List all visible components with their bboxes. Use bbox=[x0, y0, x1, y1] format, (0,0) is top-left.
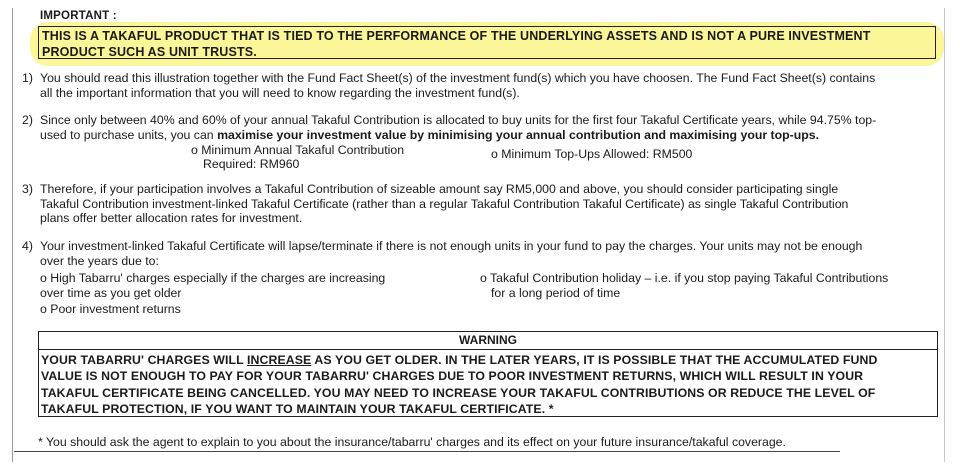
warning-line-1-end: AS YOU GET OLDER. IN THE LATER YEARS, IT IS POSSIBLE THAT THE ACCUMULATED FUND bbox=[311, 353, 878, 367]
item-2-line-2-text: used to purchase units, you can bbox=[40, 127, 218, 142]
bullet-high-tabarru-line-2: over time as you get older bbox=[40, 286, 182, 300]
important-notice-line-1: THIS IS A TAKAFUL PRODUCT THAT IS TIED TO THE PERFORMANCE OF THE UNDERLYING ASSETS AND IS NOT A PURE INVESTMENT bbox=[42, 29, 871, 43]
warning-title: WARNING bbox=[459, 333, 517, 347]
footnote-rule bbox=[14, 451, 840, 452]
warning-line-1-start: YOUR TABARRU' CHARGES WILL bbox=[41, 353, 248, 367]
item-1-line-1: You should read this illustration together with the Fund Fact Sheet(s) of the investment fund(s) which you have choosen. The Fund Fact Sheet(s) contains bbox=[40, 71, 876, 85]
item-3-line-1: Therefore, if your participation involves a Takaful Contribution of sizeable amount say RM5,000 and above, you should consider participating single bbox=[40, 182, 839, 196]
important-notice-line-2: PRODUCT SUCH AS UNIT TRUSTS. bbox=[42, 45, 257, 59]
item-1-line-2: all the important information that you will need to know regarding the investment fund(s). bbox=[40, 85, 520, 100]
min-contribution-label: o Minimum Annual Takaful Contribution bbox=[191, 143, 405, 157]
bullet-poor-returns: o Poor investment returns bbox=[40, 302, 181, 316]
item-3-line-2: Takaful Contribution investment-linked Takaful Certificate (rather than a regular Takaful Contribution Takaful Certificate) as single Takaful Contribution bbox=[40, 196, 849, 211]
bullet-contribution-holiday-line-2: for a long period of time bbox=[491, 286, 621, 300]
warning-box bbox=[38, 331, 938, 417]
left-margin-rule bbox=[12, 8, 13, 462]
important-notice-box bbox=[38, 26, 936, 59]
warning-line-3: TAKAFUL CERTIFICATE BEING CANCELLED. YOU MAY NEED TO INCREASE YOUR TAKAFUL CONTRIBUTIONS OR REDUCE THE LEVEL OF bbox=[41, 385, 876, 400]
item-number: 3) bbox=[22, 182, 33, 196]
warning-line-1 bbox=[41, 352, 877, 368]
item-4-line-1: Your investment-linked Takaful Certificate will lapse/terminate if there is not enough units in your fund to pay the charges. Your units may not be enough bbox=[40, 239, 863, 253]
bullet-high-tabarru-line-1: o High Tabarru' charges especially if the charges are increasing bbox=[40, 271, 386, 285]
warning-text bbox=[41, 352, 877, 417]
min-contribution-required: Required: RM960 bbox=[203, 157, 300, 171]
important-label: IMPORTANT : bbox=[40, 10, 117, 22]
item-number: 4) bbox=[22, 239, 33, 253]
item-number: 2) bbox=[22, 113, 33, 127]
item-2-line-2-emphasis: maximise your investment value by minimising your annual contribution and maximising your top-ups. bbox=[217, 127, 820, 142]
warning-increase-word: INCREASE bbox=[247, 353, 312, 367]
min-topups-label: o Minimum Top-Ups Allowed: RM500 bbox=[491, 147, 693, 161]
warning-line-2: VALUE IS NOT ENOUGH TO PAY FOR YOUR TABARRU' CHARGES DUE TO POOR INVESTMENT RETURNS, WHICH WILL RESULT IN YOUR bbox=[41, 369, 864, 384]
bullet-contribution-holiday-line-1: o Takaful Contribution holiday – i.e. if you stop paying Takaful Contributions bbox=[480, 271, 889, 285]
footnote: * You should ask the agent to explain to you about the insurance/tabarru' charges and its effect on your future insurance/takaful coverage. bbox=[38, 435, 786, 449]
item-number: 1) bbox=[22, 71, 33, 85]
item-3-line-3: plans offer better allocation rates for investment. bbox=[40, 211, 303, 225]
item-2-line-2 bbox=[40, 128, 876, 143]
warning-header bbox=[39, 332, 937, 350]
warning-line-4: TAKAFUL PROTECTION, IF YOU WANT TO MAINTAIN YOUR TAKAFUL CERTIFICATE. * bbox=[41, 401, 554, 416]
right-margin-rule bbox=[944, 8, 945, 462]
item-2-line-1: Since only between 40% and 60% of your annual Takaful Contribution is allocated to buy units for the first four Takaful Certificate years, while 94.75% top- bbox=[40, 113, 877, 127]
item-4-line-2: over the years due to: bbox=[40, 253, 159, 268]
